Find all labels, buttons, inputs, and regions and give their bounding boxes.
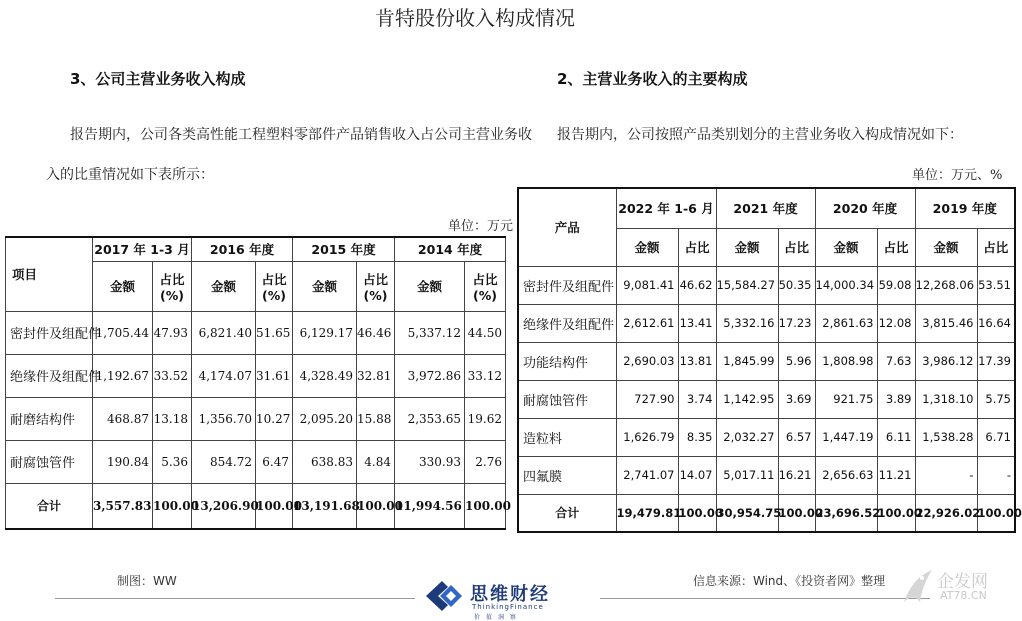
logo-chinese-small: 价值洞察 <box>474 614 523 621</box>
amount-header: 金额 <box>192 261 256 311</box>
period-header: 2019 年度 <box>915 188 1015 228</box>
logo-mark-icon <box>424 579 464 613</box>
watermark-bird-icon <box>900 566 934 606</box>
footer-divider-left <box>55 598 415 599</box>
source-note: 信息来源：Wind、《投资者网》整理 <box>693 574 886 588</box>
amount-header: 金额 <box>293 261 357 311</box>
item-header: 项目 <box>6 237 93 311</box>
right-heading: 2、主营业务收入的主要构成 <box>557 70 748 88</box>
footer-divider-right <box>600 598 930 599</box>
left-heading: 3、公司主营业务收入构成 <box>70 70 246 88</box>
table-row: 耐磨结构件 468.87 13.18 1,356.70 10.27 2,095.20 15.88 2,353.65 19.62 <box>6 397 506 440</box>
ratio-header: 占比 (%) <box>357 261 395 311</box>
period-header: 2020 年度 <box>815 188 915 228</box>
table-row: 功能结构件 2,690.03 13.81 1,845.99 5.96 1,808.98 7.63 3,986.12 17.39 <box>518 342 1015 380</box>
logo-name: 思维财经 <box>470 584 550 605</box>
table-row: 造粒料 1,626.79 8.35 2,032.27 6.57 1,447.19 6.11 1,538.28 6.71 <box>518 418 1015 456</box>
watermark-url: AT78.CN <box>940 589 987 602</box>
left-paragraph-line1: 报告期内，公司各类高性能工程塑料零部件产品销售收入占公司主营业务收 <box>70 127 532 143</box>
product-header: 产品 <box>518 188 616 266</box>
period-header: 2017 年 1-3 月 <box>93 237 192 261</box>
page-title: 肯特股份收入构成情况 <box>375 6 575 30</box>
ratio-header: 占比 <box>678 228 716 266</box>
right-unit-label: 单位：万元、% <box>912 168 1003 183</box>
table-total-row: 合计 3,557.83 100.00 13,206.90 100.00 13,191.68 100.00 11,994.56 100.00 <box>6 483 506 529</box>
left-revenue-table <box>5 236 511 530</box>
logo-english: ThinkingFinance <box>472 603 544 611</box>
right-paragraph: 报告期内，公司按照产品类别划分的主营业务收入构成情况如下： <box>557 127 963 143</box>
ratio-header: 占比 (%) <box>153 261 192 311</box>
table-row: 绝缘件及组配件 1,192.67 33.52 4,174.07 31.61 4,328.49 32.81 3,972.86 33.12 <box>6 354 506 397</box>
ratio-header: 占比 <box>877 228 915 266</box>
left-unit-label: 单位：万元 <box>448 219 514 234</box>
table-row: 耐腐蚀管件 727.90 3.74 1,142.95 3.69 921.75 3.89 1,318.10 5.75 <box>518 380 1015 418</box>
amount-header: 金额 <box>815 228 877 266</box>
table-row: 密封件及组配件 1,705.44 47.93 6,821.40 51.65 6,129.17 46.46 5,337.12 44.50 <box>6 311 506 354</box>
table-row: 绝缘件及组配件 2,612.61 13.41 5,332.16 17.23 2,861.63 12.08 3,815.46 16.64 <box>518 304 1015 342</box>
period-header: 2015 年度 <box>293 237 395 261</box>
amount-header: 金额 <box>915 228 977 266</box>
period-header: 2022 年 1-6 月 <box>616 188 716 228</box>
left-paragraph-line2: 入的比重情况如下表所示： <box>46 167 214 183</box>
period-header: 2021 年度 <box>716 188 815 228</box>
amount-header: 金额 <box>616 228 678 266</box>
watermark-text: 企发网 <box>937 572 988 592</box>
table-row: 耐腐蚀管件 190.84 5.36 854.72 6.47 638.83 4.84 330.93 2.76 <box>6 440 506 483</box>
ratio-header: 占比 (%) <box>465 261 506 311</box>
period-header: 2016 年度 <box>192 237 293 261</box>
amount-header: 金额 <box>93 261 153 311</box>
table-row: 四氟膜 2,741.07 14.07 5,017.11 16.21 2,656.63 11.21 - - <box>518 456 1015 494</box>
right-revenue-table <box>517 187 1022 533</box>
amount-header: 金额 <box>716 228 778 266</box>
ratio-header: 占比 <box>977 228 1015 266</box>
chart-maker-credit: 制图：WW <box>117 574 177 588</box>
period-header: 2014 年度 <box>395 237 506 261</box>
table-row: 密封件及组配件 9,081.41 46.62 15,584.27 50.35 14,000.34 59.08 12,268.06 53.51 <box>518 266 1015 304</box>
ratio-header: 占比 (%) <box>256 261 293 311</box>
amount-header: 金额 <box>395 261 465 311</box>
table-total-row: 合计 19,479.81 100.00 30,954.75 100.00 23,696.52 100.00 22,926.02 100.00 <box>518 494 1015 532</box>
ratio-header: 占比 <box>778 228 815 266</box>
